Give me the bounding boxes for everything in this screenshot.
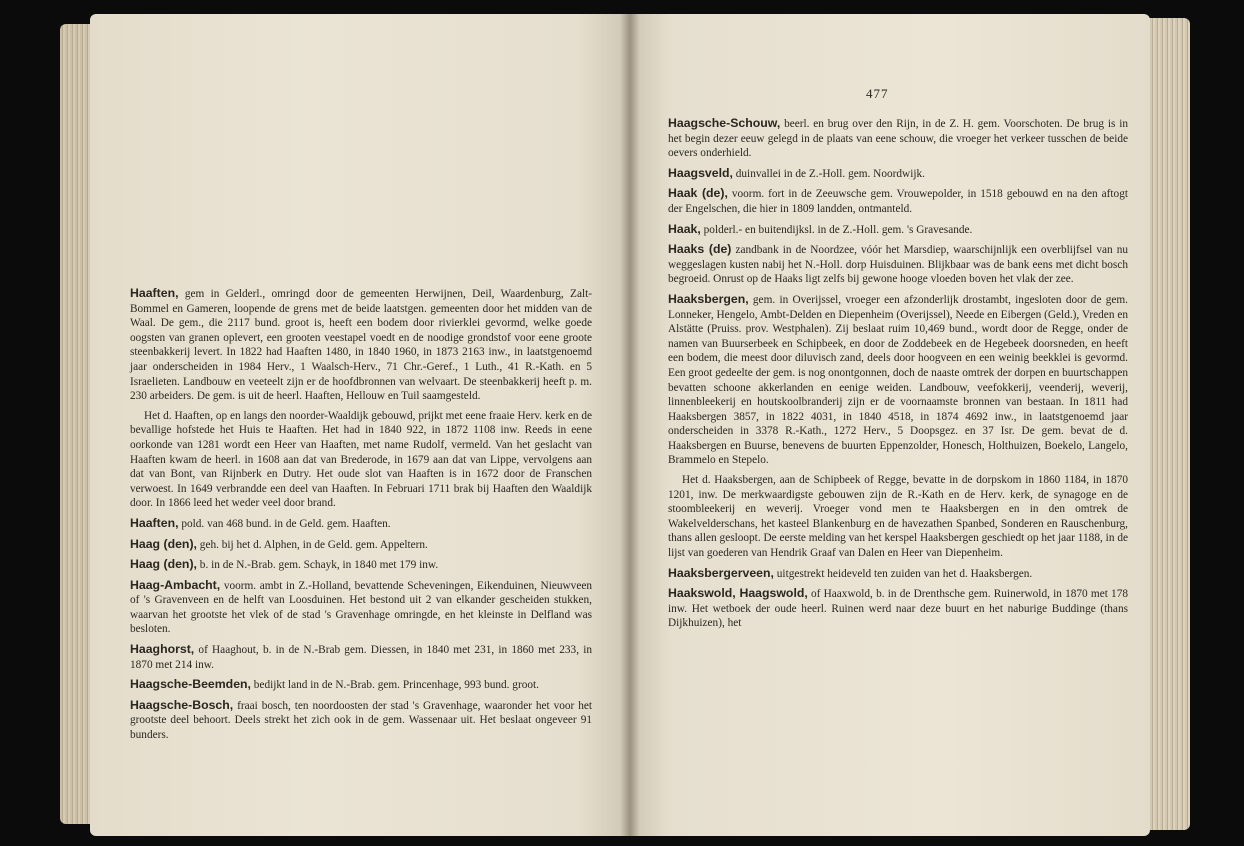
entry-headword: Haaksbergerveen, [668,565,774,580]
entry-text: b. in de N.-Brab. gem. Schayk, in 1840 met 179 inw. [196,559,439,572]
book-gutter [620,14,640,836]
entry-headword: Haaksbergen, [668,291,749,306]
dictionary-entry [130,557,592,573]
entry-headword: Haagsche-Beemden, [130,677,251,692]
entry-paragraph: Het d. Haaften, op en langs den noorder-Waaldijk gebouwd, prijkt met eene fraaie Herv. kerk en de bevallige hofstede het Huis te Haaften. Het had in 1840 922, in 1872 1108 inw. Reeds in eene oorkonde van 1281 wordt een Heer van Haaften, met name Rudolf, vermeld. Van het geslacht van Haaften kwam de heerl. in 1608 aan dat van Brederode, in 1679 aan dat van Lippe, vervolgens aan dat van Bont, van Rijnberk en Dutry. Het oude slot van Haaften is in 1672 door de Franschen verwoest. In 1649 verbrandde een deel van Haaften. In Februari 1711 brak bij Haaften den Waaldijk door. In 1866 leed het weder veel door brand. [130,409,592,510]
entry-headword: Haakswold, Haagswold, [668,586,808,601]
entry-headword: Haaks (de) [668,242,732,257]
entry-text: beerl. en brug over den Rijn, in de Z. H. gem. Voorschoten. De brug is in het begin dezer eeuw gelegd in de plaats van eene schouw, die vroeger het verkeer tusschen de beide oevers onderhield. [668,118,1128,160]
entry-text: zandbank in de Noordzee, vóór het Marsdiep, waarschijnlijk een overblijfsel van nu weggeslagen kusten nabij het N.-Holl. dorp Huisduinen. Blijkbaar was de bank eens met dicht bosch begroeid. Onrust op de Haaks ligt zelfs bij gewone hooge vloeden boven het vlak der zee. [668,244,1128,286]
entry-text: geh. bij het d. Alphen, in de Geld. gem. Appeltern. [196,538,428,551]
left-page [90,14,630,836]
dictionary-entry [130,642,592,672]
page-number: 477 [866,86,889,101]
dictionary-entry [668,116,1128,161]
entry-text: of Haaghout, b. in de N.-Brab gem. Diessen, in 1840 met 231, in 1860 met 233, in 1870 met 214 inw. [130,644,592,671]
entry-headword: Haak (de), [668,186,728,201]
entry-headword: Haak, [668,221,701,236]
entry-text: bedijkt land in de N.-Brab. gem. Princenhage, 993 bund. groot. [250,679,539,692]
dictionary-entry [668,292,1128,468]
entry-headword: Haaghorst, [130,642,195,657]
dictionary-entry [668,586,1128,631]
right-page [630,14,1150,836]
entry-headword: Haag (den), [130,536,197,551]
left-text-column [130,286,592,748]
dictionary-entry [130,677,592,693]
entry-text: gem in Gelderl., omringd door de gemeenten Herwijnen, Deil, Waardenburg, Zalt-Bommel en Gameren, loopende de grens met de beide laatstgen. gemeenten door het midden van de Waal. De gem., die 2117 bund. groot is, heeft een bodem door rivierklei gevormd, welke goede oogsten van granen oplevert, een grooten veestapel voedt en de noodige grondstof voor eene groote steenbakkerij levert. In 1822 had Haaften 1480, in 1840 1960, in 1873 2163 inw., in laatstgenoemd jaar onderscheiden in 1984 Herv., 1 Waalsch-Herv., 71 Chr.-Geref., 1 Luth., 41 R.-Kath. en 5 Israelieten. Landbouw en veeteelt zijn er de hoofdbronnen van welvaart. De steenbakkerij heeft p. m. 230 arbeiders. De gem. is uit de heerl. Haaften, Hellouw en Tuil saamgesteld. [130,288,592,403]
dictionary-entry [668,222,1128,238]
entry-headword: Haaften, [130,515,179,530]
entry-headword: Haaften, [130,286,179,300]
entry-text: voorm. ambt in Z.-Holland, bevattende Scheveningen, Eikenduinen, Nieuwveen of 's Gravenveen en de helft van Loosduinen. Het bestond uit 2 van elkander gescheiden stukken, waarvan het grootste het vlek of de stad 's Gravenhage omringde, en het kleinste in Delfland was besloten. [130,579,592,636]
entry-headword: Haagsche-Bosch, [130,697,234,712]
dictionary-entry [130,578,592,637]
entry-text: duinvallei in de Z.-Holl. gem. Noordwijk. [732,167,925,180]
entry-headword: Haagsche-Schouw, [668,116,781,130]
dictionary-entry [130,516,592,532]
dictionary-entry [668,566,1128,582]
dictionary-entry [130,537,592,553]
dictionary-entry [130,286,592,404]
dictionary-entry [668,166,1128,182]
right-text-column [668,116,1128,636]
entry-headword: Haag (den), [130,557,197,572]
entry-headword: Haag-Ambacht, [130,577,221,592]
entry-text: voorm. fort in de Zeeuwsche gem. Vrouwepolder, in 1518 gebouwd en na den aftogt der Engelschen, die hier in 1809 landden, ontmanteld. [668,188,1128,215]
entry-paragraph: Het d. Haaksbergen, aan de Schipbeek of Regge, bevatte in de dorpskom in 1860 1184, in 1870 1201, inw. De merkwaardigste gebouwen zijn de R.-Kath en de Herv. kerk, de synagoge en de stoombleekerij en weverij. Vroeger vond men te Haaksbergen en in den omtrek de Wakelvelderschans, het kasteel Blankenburg en de havezathen Spanbed, Sonderen en Rauschenburg, thans allen gesloopt. De eerste melding van het kerspel Haaksbergen geschiedt op het jaar 1188, in de lijst van goederen van Hendrik Graaf van Dalen en Heer van Diepenheim. [668,474,1128,560]
entry-text: gem. in Overijssel, vroeger een afzonderlijk drostambt, ingesloten door de gem. Lonneker, Hengelo, Ambt-Delden en Diepenheim (Overijssel), Neede en Eibergen (Geld.), Vreden en Alstätte (Pruiss. prov. Westphalen). Zij beslaat ruim 10,469 bund., wordt door de Regge, onder de namen van Buurserbeek en Schipbeek, en door de Zoddebeek en de Hegebeek doorsneden, en heeft een bodem, die meest door diluvisch zand, deels door hoogveen en een weinig beekklei is gevormd. Een groot gedeelte der gem. is nog onontgonnen, doch de naaste omtrek der dorpen en buurtschappen bevatten schoone akkerlanden en eenige weiden. Landbouw, veefokkerij, veenderij, weverij, linnenbleekerij en houtskoolbranderij zijn er de voornaamste bronnen van bestaan. In 1811 had Haaksbergen 3857, in 1822 4031, in 1840 4518, in 1874 4692 inw., in laatstgenoemd jaar onderscheiden in 3378 R.-Kath., 1272 Herv., 5 Doopsgez. en 37 Isr. De gem. bevat de d. Haaksbergen en Buurse, benevens de buurten Eppenzolder, Honesch, Holthuizen, Boekelo, Langelo, Brammelo en Stepelo. [668,293,1128,467]
entry-text: uitgestrekt heideveld ten zuiden van het d. Haaksbergen. [773,567,1033,580]
entry-text: polderl.- en buitendijksl. in de Z.-Holl. gem. 's Gravesande. [700,223,973,236]
dictionary-entry [668,242,1128,287]
dictionary-entry [668,186,1128,216]
entry-text: fraai bosch, ten noordoosten der stad 's Gravenhage, waaronder het voor het grootste deel behoort. Deels strekt het zich ook in de gem. Wassenaar uit. Het beslaat ongeveer 91 bunders. [130,699,592,742]
open-book [60,14,1190,836]
dictionary-entry [130,698,592,743]
entry-text: of Haaxwold, b. in de Drenthsche gem. Ruinerwold, in 1870 met 178 inw. Het wetboek der oude heerl. Ruinen werd naar deze buurt en het naburige Buddinge (thans Dijkhuizen), het [668,588,1129,630]
entry-text: pold. van 468 bund. in de Geld. gem. Haaften. [178,517,391,530]
entry-headword: Haagsveld, [668,165,733,180]
